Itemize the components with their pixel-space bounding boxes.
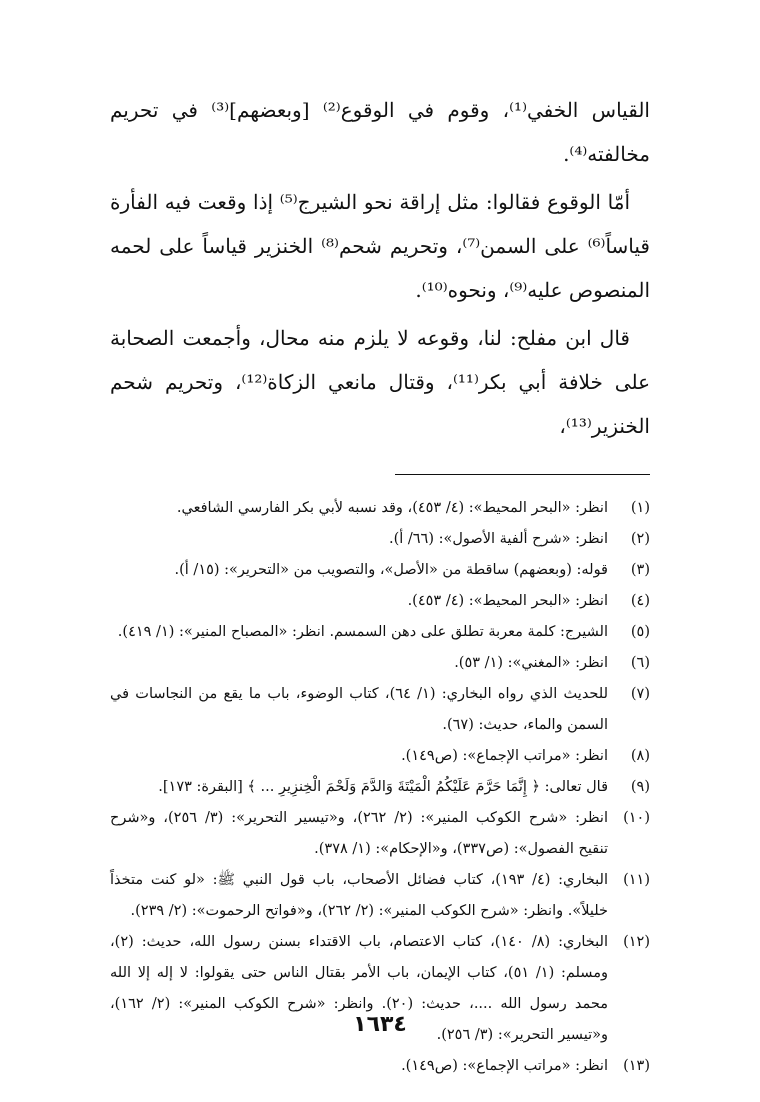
footnote	[110, 803, 650, 865]
footnote	[110, 555, 650, 586]
paragraph: أمّا الوقوع فقالوا: مثل إراقة نحو الشيرج⁽⁵⁾ إذا وقعت فيه الفأرة قياساً⁽⁶⁾ على السمن⁽⁷⁾، وتحريم شحم⁽⁸⁾ الخنزير قياساً على لحمه المنصوص عليه⁽⁹⁾، ونحوه⁽¹⁰⁾.	[110, 190, 650, 302]
footnote	[110, 493, 650, 524]
footnote-number: (٥)	[630, 624, 650, 640]
footnotes	[110, 493, 650, 1082]
page-number: ١٦٣٤	[353, 1012, 407, 1037]
footnote	[110, 1051, 650, 1082]
footnote-text: انظر: «البحر المحيط»: (٤/ ٤٥٣)، وقد نسبه لأبي بكر الفارسي الشافعي.	[176, 500, 608, 516]
footnote	[110, 648, 650, 679]
footnote	[110, 586, 650, 617]
footnote-separator	[395, 474, 650, 475]
footnote	[110, 772, 650, 803]
footnote-text: انظر: «شرح الكوكب المنير»: (٢/ ٢٦٢)، و«تيسير التحرير»: (٣/ ٢٥٦)، و«شرح تنقيح الفصول»: (ص٣٣٧)، و«الإحكام»: (١/ ٣٧٨).	[110, 810, 608, 857]
footnote-number: (١٢)	[623, 934, 650, 950]
footnote-separator-wrap	[110, 448, 650, 493]
footnote	[110, 741, 650, 772]
footnote-text: انظر: «شرح ألفية الأصول»: (٦٦/ أ).	[388, 531, 608, 547]
paragraph: القياس الخفي⁽¹⁾، وقوم في الوقوع⁽²⁾ [وبعضهم]⁽³⁾ في تحريم مخالفته⁽⁴⁾.	[110, 98, 650, 166]
footnote-text: انظر: «مراتب الإجماع»: (ص١٤٩).	[401, 1058, 608, 1074]
main-text	[110, 88, 650, 448]
footnote-number: (٨)	[630, 748, 650, 764]
footnote-number: (١١)	[623, 872, 650, 888]
footnote-number: (٦)	[630, 655, 650, 671]
footnote-text: البخاري: (٤/ ١٩٣)، كتاب فضائل الأصحاب، باب قول النبي ﷺ: «لو كنت متخذاً خليلاً». وانظر: «شرح الكوكب المنير»: (٢/ ٢٦٢)، و«فواتح الرحموت»: (٢/ ٢٣٩).	[110, 872, 609, 919]
footnote-number: (٧)	[630, 686, 650, 702]
footnote-text: قوله: (وبعضهم) ساقطة من «الأصل»، والتصويب من «التحرير»: (١٥/ أ).	[174, 562, 608, 578]
footnote-text: انظر: «المغني»: (١/ ٥٣).	[454, 655, 608, 671]
footnote	[110, 679, 650, 741]
footnote-number: (٣)	[630, 562, 650, 578]
footnote-text: البخاري: (٨/ ١٤٠)، كتاب الاعتصام، باب الاقتداء بسنن رسول الله، حديث: (٢)، ومسلم: (١/ ٥١)، كتاب الإيمان، باب الأمر بقتال الناس حتى يقولوا: لا إله إلا الله محمد رسول الله ....، حديث: (٢٠). وانظر: «شرح الكوكب المنير»: (٢/ ١٦٢)، و«تيسير التحرير»: (٣/ ٢٥٦).	[110, 934, 609, 1043]
footnote-number: (١٣)	[623, 1058, 650, 1074]
footnote-text: للحديث الذي رواه البخاري: (١/ ٦٤)، كتاب الوضوء، باب ما يقع من النجاسات في السمن والماء، حديث: (٦٧).	[110, 686, 609, 733]
footnote-number: (١)	[630, 500, 650, 516]
footnote-number: (٤)	[630, 593, 650, 609]
footnote-text: انظر: «مراتب الإجماع»: (ص١٤٩).	[401, 748, 608, 764]
footnote-text: انظر: «البحر المحيط»: (٤/ ٤٥٣).	[407, 593, 608, 609]
footnote-number: (١٠)	[623, 810, 650, 826]
footnote	[110, 865, 650, 927]
footnote-number: (٩)	[630, 779, 650, 795]
footnote	[110, 617, 650, 648]
footnote-text: قال تعالى: ﴿ إِنَّمَا حَرَّمَ عَلَيْكُمُ الْمَيْتَةَ وَالدَّمَ وَلَحْمَ الْخِنزِيرِ ... ﴾ [البقرة: ١٧٣].	[158, 779, 608, 795]
footnote-text: الشيرج: كلمة معربة تطلق على دهن السمسم. انظر: «المصباح المنير»: (١/ ٤١٩).	[117, 624, 608, 640]
footnote	[110, 524, 650, 555]
paragraph: قال ابن مفلح: لنا، وقوعه لا يلزم منه محال، وأجمعت الصحابة على خلافة أبي بكر⁽¹¹⁾، وقتال مانعي الزكاة⁽¹²⁾، وتحريم شحم الخنزير⁽¹³⁾،	[110, 326, 651, 438]
footnote-number: (٢)	[630, 531, 650, 547]
